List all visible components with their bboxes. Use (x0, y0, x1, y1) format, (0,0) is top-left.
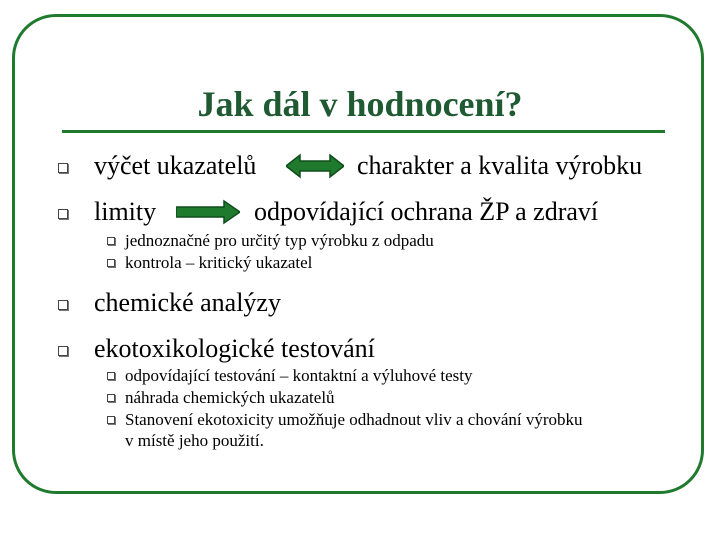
bullet-square-icon (58, 163, 68, 173)
sub-item-eko-3 (125, 411, 583, 430)
bullet-text: chemické analýzy (94, 288, 281, 317)
bullet-limity (94, 199, 156, 225)
sub-item-eko-3-continuation: v místě jeho použití. (125, 431, 264, 450)
bullet-ukazatele (94, 153, 256, 179)
sub-item-limity-1 (125, 232, 434, 251)
bullet-square-icon (58, 209, 68, 219)
sub-item-text: odpovídající testování – kontaktní a výluhové testy (125, 366, 473, 385)
bullet-right-text-2: odpovídající ochrana ŽP a zdraví (254, 197, 599, 226)
sub-bullet-square-icon (107, 259, 115, 267)
sub-bullet-square-icon (107, 416, 115, 424)
sub-item-text: kontrola – kritický ukazatel (125, 253, 313, 272)
bullet-text: ekotoxikologické testování (94, 334, 375, 363)
sub-item-limity-2 (125, 254, 312, 273)
sub-item-text: Stanovení ekotoxicity umožňuje odhadnout vliv a chování výrobku (125, 410, 583, 429)
sub-bullet-square-icon (107, 372, 115, 380)
bullet-chemicke-analyzy (94, 290, 281, 316)
bullet-ekotoxikologicke (94, 336, 375, 362)
slide-title: Jak dál v hodnocení? (197, 84, 523, 124)
bullet-square-icon (58, 300, 68, 310)
sub-item-text: náhrada chemických ukazatelů (125, 388, 335, 407)
sub-bullet-square-icon (107, 237, 115, 245)
bullet-right-text-1: charakter a kvalita výrobku (357, 151, 643, 180)
sub-item-eko-2 (125, 389, 335, 408)
title-underline (62, 130, 665, 133)
right-arrow-icon (176, 198, 240, 226)
double-arrow-icon (286, 152, 344, 180)
sub-bullet-square-icon (107, 394, 115, 402)
bullet-square-icon (58, 346, 68, 356)
bullet-left-text: výčet ukazatelů (94, 151, 257, 180)
sub-item-eko-1 (125, 367, 473, 386)
bullet-left-text: limity (94, 197, 157, 226)
sub-item-text: jednoznačné pro určitý typ výrobku z odpadu (125, 231, 434, 250)
